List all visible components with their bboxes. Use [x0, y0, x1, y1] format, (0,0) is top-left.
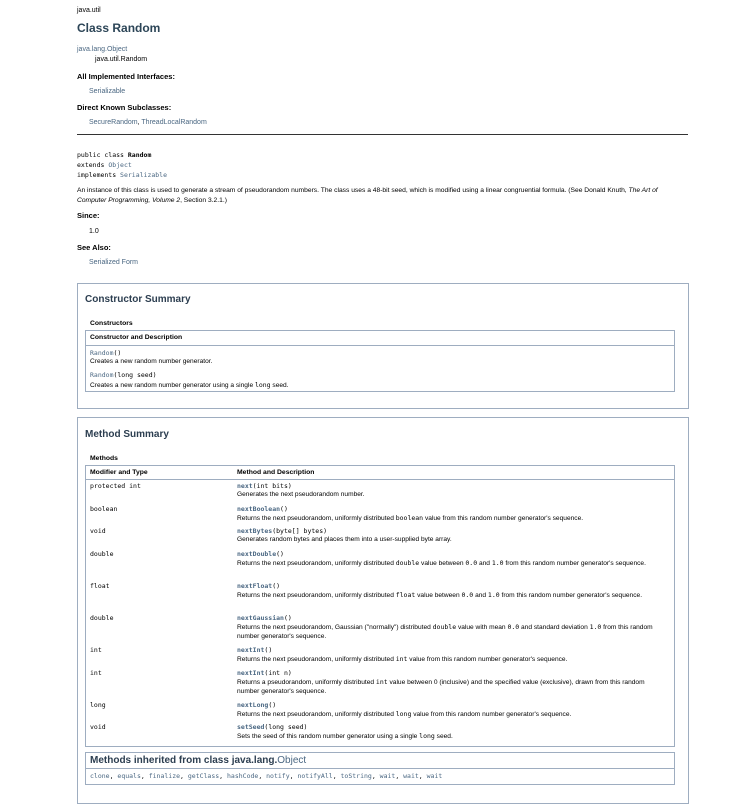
table-row [90, 349, 121, 357]
inherited-method-link[interactable]: finalize [148, 772, 181, 780]
desc-text: from this random number generator's sequence. [503, 560, 646, 567]
desc-text: and standard deviation [519, 624, 590, 631]
inheritance-object-link[interactable]: java.lang.Object [77, 46, 128, 53]
method-args: (long seed) [264, 723, 308, 731]
method-signature [237, 550, 667, 558]
method-link-nextdouble[interactable]: nextDouble [237, 550, 277, 558]
desc-code: boolean [395, 514, 424, 522]
inherited-method-link[interactable]: hashCode [227, 772, 259, 780]
desc-code: float [395, 591, 416, 599]
method-description [237, 591, 667, 601]
ctor-desc-text: Creates a new random number generator using a single [90, 382, 255, 389]
desc-text: Returns the next pseudorandom, uniformly distributed [237, 560, 396, 567]
since-value: 1.0 [89, 228, 99, 235]
desc-text: value from this random number generator's sequence. [423, 515, 584, 522]
method-signature [237, 614, 667, 622]
inherited-title [90, 755, 306, 766]
ctor-random-seed-link[interactable]: Random [90, 371, 114, 379]
method-link-nextint[interactable]: nextInt [237, 669, 265, 677]
desc-text: and [477, 560, 492, 567]
methods-caption: Methods [90, 455, 118, 462]
constructor-summary-title: Constructor Summary [85, 294, 191, 305]
inherited-object-link[interactable]: Object [277, 755, 307, 766]
method-description [237, 655, 667, 665]
desc-code: 0.0 [461, 591, 474, 599]
table-row [90, 371, 157, 379]
inherited-title-text: Methods inherited from class java.lang. [90, 755, 278, 766]
desc-text: Returns a pseudorandom, uniformly distributed [237, 679, 376, 686]
desc-text: from this random number generator's sequence. [499, 592, 643, 599]
inherited-method-link[interactable]: notify [266, 772, 290, 780]
inherited-separator: , [371, 772, 380, 780]
method-signature [237, 505, 667, 513]
divider [77, 134, 688, 135]
method-description [237, 732, 667, 742]
method-signature [237, 527, 667, 535]
since-heading: Since: [77, 211, 100, 220]
package-label: java.util [77, 7, 101, 14]
method-link-next[interactable]: next [237, 482, 253, 490]
inherited-method-link[interactable]: toString [340, 772, 372, 780]
desc-text-2: , Section 3.2.1.) [180, 196, 227, 204]
method-signature [237, 582, 667, 590]
inherited-method-link[interactable]: getClass [187, 772, 220, 780]
method-signature [237, 646, 667, 654]
inherited-methods-list [90, 772, 442, 780]
method-type: int [90, 646, 102, 654]
method-type: double [90, 614, 114, 622]
serialized-form-link[interactable]: Serialized Form [89, 259, 139, 266]
interfaces-heading: All Implemented Interfaces: [77, 72, 175, 81]
desc-code: int [375, 678, 388, 686]
method-args: () [280, 505, 288, 513]
method-description [237, 491, 667, 500]
method-description [237, 710, 667, 720]
method-type: double [90, 550, 114, 558]
ctor-desc-code: long [254, 381, 271, 389]
desc-text: Generates random bytes and places them into a user-supplied byte array. [237, 536, 452, 543]
inherited-method-link[interactable]: clone [90, 772, 110, 780]
method-link-nextint[interactable]: nextInt [237, 646, 265, 654]
sig-modifier: public class [77, 151, 128, 159]
inherited-separator: , [332, 772, 341, 780]
desc-text: Sets the seed of this random number generator using a single [237, 733, 420, 740]
desc-code: long [395, 710, 412, 718]
inherited-separator: , [140, 772, 149, 780]
thread-local-random-link[interactable]: ThreadLocalRandom [141, 119, 207, 126]
method-type: protected int [90, 482, 141, 490]
ctor-args: (long seed) [113, 371, 157, 379]
sig-object-link[interactable]: Object [108, 161, 132, 169]
method-signature [237, 482, 667, 490]
method-description [237, 678, 667, 697]
desc-code: 1.0 [589, 623, 602, 631]
inherited-separator: , [418, 772, 427, 780]
inherited-method-link[interactable]: wait [379, 772, 396, 780]
desc-text: Returns the next pseudorandom, uniformly distributed [237, 592, 396, 599]
inherited-methods-box [85, 752, 675, 785]
inherited-separator: , [180, 772, 188, 780]
desc-text: value between 0 (inclusive) and the specified value (exclusive), drawn from this random number generator's sequence. [237, 679, 645, 695]
desc-text: value between [415, 592, 462, 599]
inherited-separator: , [289, 772, 298, 780]
method-summary-panel [77, 417, 689, 804]
constructor-table [85, 330, 675, 392]
ctor-desc-text: seed. [270, 382, 289, 389]
desc-code: 0.0 [507, 623, 520, 631]
inherited-separator: , [109, 772, 118, 780]
sig-implements: implements [77, 171, 121, 179]
method-args: (byte[] bytes) [272, 527, 328, 535]
desc-code: 0.0 [465, 559, 478, 567]
constructor-col-header: Constructor and Description [90, 334, 183, 341]
method-link-nextbytes[interactable]: nextBytes [237, 527, 273, 535]
method-args: () [264, 646, 273, 654]
method-type: long [90, 701, 106, 709]
method-type: void [90, 723, 106, 731]
method-signature [237, 701, 667, 709]
desc-text: and [473, 592, 488, 599]
desc-code: long [419, 732, 435, 740]
desc-text: value with mean [456, 624, 508, 631]
constructor-summary-panel [77, 283, 689, 409]
method-args: () [268, 701, 277, 709]
constructors-caption: Constructors [90, 320, 133, 327]
see-also-heading: See Also: [77, 243, 111, 252]
desc-text: seed. [434, 733, 453, 740]
method-type: float [90, 582, 110, 590]
inherited-separator: , [395, 772, 404, 780]
inherited-separator: , [219, 772, 227, 780]
sig-class-name: Random [127, 151, 152, 159]
method-link-nextfloat[interactable]: nextFloat [237, 582, 273, 590]
subclasses-list [89, 119, 207, 126]
method-args: () [283, 614, 292, 622]
serializable-link[interactable]: Serializable [89, 88, 126, 95]
method-type: void [90, 527, 106, 535]
method-table [85, 465, 675, 747]
method-args: (int n) [264, 669, 292, 677]
ctor-desc [90, 381, 289, 391]
inherited-method-link[interactable]: notifyAll [297, 772, 333, 780]
method-description [237, 536, 667, 545]
subclass-separator: , [137, 119, 142, 126]
desc-text: value from this random number generator's sequence. [407, 656, 568, 663]
desc-book-title: The Art of Computer Programming, Volume 2 [77, 187, 658, 204]
subclasses-heading: Direct Known Subclasses: [77, 103, 172, 112]
desc-text: Returns the next pseudorandom, Gaussian ("normally") distributed [237, 624, 433, 631]
desc-code: 1.0 [487, 591, 500, 599]
col-modifier-type: Modifier and Type [90, 469, 148, 476]
method-description [237, 559, 667, 569]
method-link-nextgaussian[interactable]: nextGaussian [237, 614, 284, 622]
desc-text: from this random number generator's sequence. [237, 624, 653, 640]
class-signature [77, 150, 167, 180]
sig-serializable-link[interactable]: Serializable [120, 171, 168, 179]
page-title: Class Random [77, 21, 161, 35]
sig-extends: extends [77, 161, 109, 169]
method-description [237, 514, 667, 524]
method-description [237, 623, 667, 642]
desc-code: 1.0 [491, 559, 504, 567]
desc-text-1: An instance of this class is used to generate a stream of pseudorandom numbers. The class uses a 48-bit seed, which is modified using a linear congruential formula. (See Donald Knuth, [77, 187, 629, 194]
method-summary-title: Method Summary [85, 429, 169, 440]
secure-random-link[interactable]: SecureRandom [89, 119, 138, 126]
desc-code: int [395, 655, 408, 663]
method-args: () [272, 582, 281, 590]
method-link-nextlong[interactable]: nextLong [237, 701, 269, 709]
ctor-random-link[interactable]: Random [90, 349, 114, 357]
desc-text: Returns the next pseudorandom, uniformly distributed [237, 656, 396, 663]
desc-text: Generates the next pseudorandom number. [237, 491, 365, 498]
inherited-method-link[interactable]: equals [117, 772, 141, 780]
desc-code: double [395, 559, 420, 567]
ctor-desc: Creates a new random number generator. [90, 358, 213, 365]
inheritance-random: java.util.Random [95, 56, 148, 63]
desc-text: value from this random number generator's sequence. [411, 711, 572, 718]
col-method-description: Method and Description [237, 469, 315, 476]
desc-code: double [432, 623, 457, 631]
method-signature [237, 669, 667, 677]
method-args: () [276, 550, 284, 558]
ctor-args: () [113, 349, 122, 357]
method-type: int [90, 669, 102, 677]
desc-text: value between [419, 560, 466, 567]
inherited-method-link[interactable]: wait [426, 772, 443, 780]
desc-text: Returns the next pseudorandom, uniformly distributed [237, 711, 396, 718]
inherited-separator: , [258, 772, 267, 780]
method-type: boolean [90, 505, 118, 513]
method-args: (int bits) [252, 482, 292, 490]
inherited-method-link[interactable]: wait [403, 772, 419, 780]
method-signature [237, 723, 667, 731]
desc-text: Returns the next pseudorandom, uniformly distributed [237, 515, 396, 522]
method-link-nextboolean[interactable]: nextBoolean [237, 505, 281, 513]
method-link-setseed[interactable]: setSeed [237, 723, 265, 731]
class-description [77, 186, 677, 205]
